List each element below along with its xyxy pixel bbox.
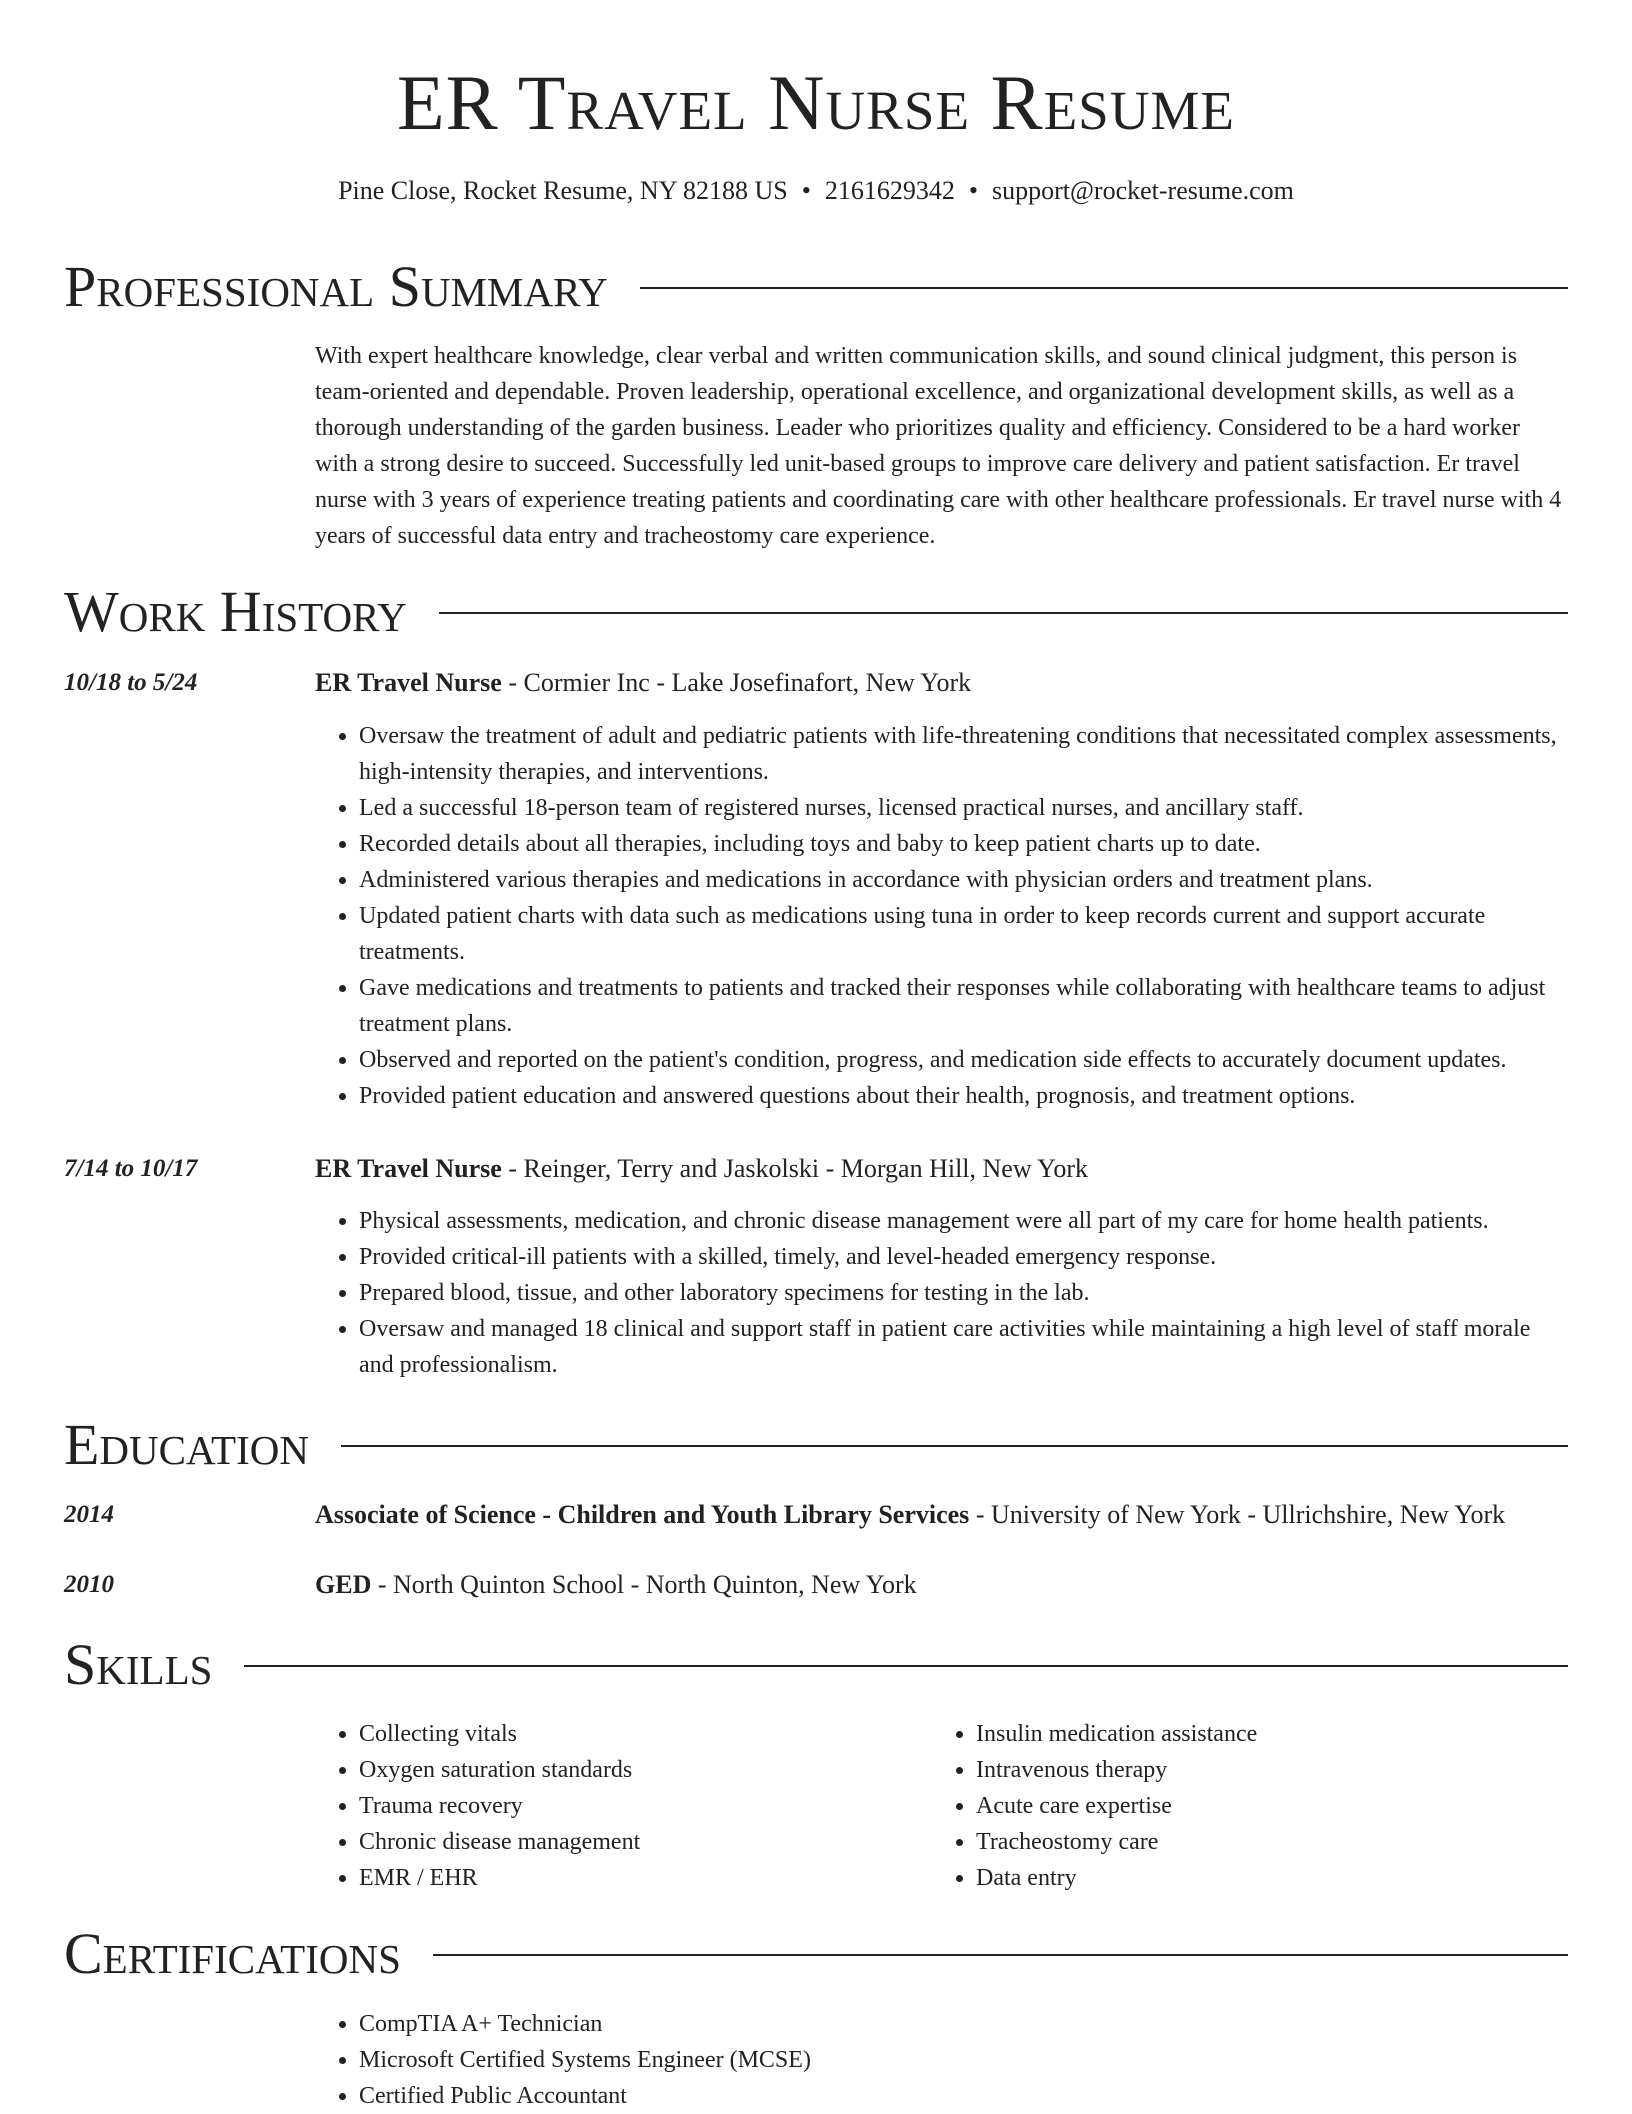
section-divider [341,1445,1568,1447]
job-bullet-list [315,1203,1568,1383]
contact-line [0,174,1632,208]
list-item: • Administered various therapies and medications in accordance with physician orders and treatment plans. [359,862,1568,898]
section-title-education: Education [64,1412,309,1477]
summary-text: With expert healthcare knowledge, clear verbal and written communication skills, and sound clinical judgment, this person is team-oriented and dependable. Proven leadership, operational excellence, and organizational development skills, as well as a thorough understanding of the garden business. Leader who prioritizes quality and efficiency. Considered to be a hard worker with a strong desire to succeed. Successfully led unit-based groups to improve care delivery and patient satisfaction. Er travel nurse with 3 years of experience treating patients and coordinating care with other healthcare professionals. Er travel nurse with 4 years of successful data entry and tracheostomy care experience. [315,343,1562,549]
skill-item: • Tracheostomy care [976,1824,1536,1860]
skill-item: • Collecting vitals [359,1716,899,1752]
section-title-skills: Skills [64,1632,213,1697]
certifications-list [315,2006,1559,2114]
job-bullet-list [315,718,1568,1114]
job-role: ER Travel Nurse [315,668,502,697]
section-header-certifications [64,1922,1568,1986]
education-heading [315,1498,1592,1532]
education-details: - University of New York - Ullrichshire, New York [969,1500,1506,1529]
job-dates: 7/14 to 10/17 [64,1155,198,1182]
skills-list-left [315,1716,899,1896]
education-year: 2014 [64,1501,114,1528]
list-item: • Provided patient education and answered questions about their health, prognosis, and treatment options. [359,1078,1568,1114]
contact-separator: • [968,176,978,205]
section-header-work-history [64,580,1568,644]
job-role: ER Travel Nurse [315,1154,502,1183]
list-item: • Physical assessments, medication, and chronic disease management were all part of my care for home health patients. [359,1203,1568,1239]
skill-item: • Data entry [976,1860,1536,1896]
skill-item: • Trauma recovery [359,1788,899,1824]
job-details: - Cormier Inc - Lake Josefinafort, New York [501,668,972,697]
section-header-education [64,1413,1568,1477]
list-item: • Oversaw the treatment of adult and pediatric patients with life-threatening conditions that necessitated complex assessments, high-intensity therapies, and interventions. [359,718,1568,790]
education-degree: Associate of Science - Children and Youth Library Services [315,1500,970,1529]
job-dates: 10/18 to 5/24 [64,669,198,696]
list-item: • Led a successful 18-person team of registered nurses, licensed practical nurses, and ancillary staff. [359,790,1568,826]
skill-item: • Chronic disease management [359,1824,899,1860]
certification-item: • Microsoft Certified Systems Engineer (MCSE) [359,2042,1559,2078]
section-divider [244,1665,1568,1667]
list-item: • Prepared blood, tissue, and other laboratory specimens for testing in the lab. [359,1275,1568,1311]
certification-item: • CompTIA A+ Technician [359,2006,1559,2042]
education-degree: GED [315,1570,372,1599]
education-heading [315,1568,1592,1602]
skill-item: • Acute care expertise [976,1788,1536,1824]
job-details: - Reinger, Terry and Jaskolski - Morgan Hill, New York [501,1154,1088,1183]
section-divider [439,612,1568,614]
section-divider [640,287,1568,289]
section-header-summary [64,255,1568,319]
section-title-certifications: Certifications [64,1921,401,1986]
education-year: 2010 [64,1571,114,1598]
skill-item: • Insulin medication assistance [976,1716,1536,1752]
skill-item: • Oxygen saturation standards [359,1752,899,1788]
list-item: • Observed and reported on the patient's condition, progress, and medication side effects to accurately document updates. [359,1042,1568,1078]
skill-item: • Intravenous therapy [976,1752,1536,1788]
list-item: • Gave medications and treatments to patients and tracked their responses while collaborating with healthcare teams to adjust treatment plans. [359,970,1568,1042]
resume-title: ER Travel Nurse Resume [397,59,1235,146]
section-divider [433,1954,1568,1956]
section-title-summary: Professional Summary [64,254,608,319]
contact-address: Pine Close, Rocket Resume, NY 82188 US [338,176,788,205]
section-title-work-history: Work History [64,579,407,644]
job-heading [315,1152,1592,1186]
contact-phone: 2161629342 [824,176,955,205]
section-header-skills [64,1633,1568,1697]
list-item: • Provided critical-ill patients with a skilled, timely, and level-headed emergency response. [359,1239,1568,1275]
list-item: • Recorded details about all therapies, including toys and baby to keep patient charts up to date. [359,826,1568,862]
contact-email[interactable]: support@rocket-resume.com [991,176,1294,205]
education-details: - North Quinton School - North Quinton, New York [371,1570,917,1599]
list-item: • Oversaw and managed 18 clinical and support staff in patient care activities while maintaining a high level of staff morale and professionalism. [359,1311,1568,1383]
contact-separator: • [801,176,811,205]
skill-item: • EMR / EHR [359,1860,899,1896]
certification-item: • Certified Public Accountant [359,2078,1559,2114]
skills-list-right [932,1716,1536,1896]
list-item: • Updated patient charts with data such as medications using tuna in order to keep records current and support accurate treatments. [359,898,1568,970]
job-heading [315,666,1592,700]
